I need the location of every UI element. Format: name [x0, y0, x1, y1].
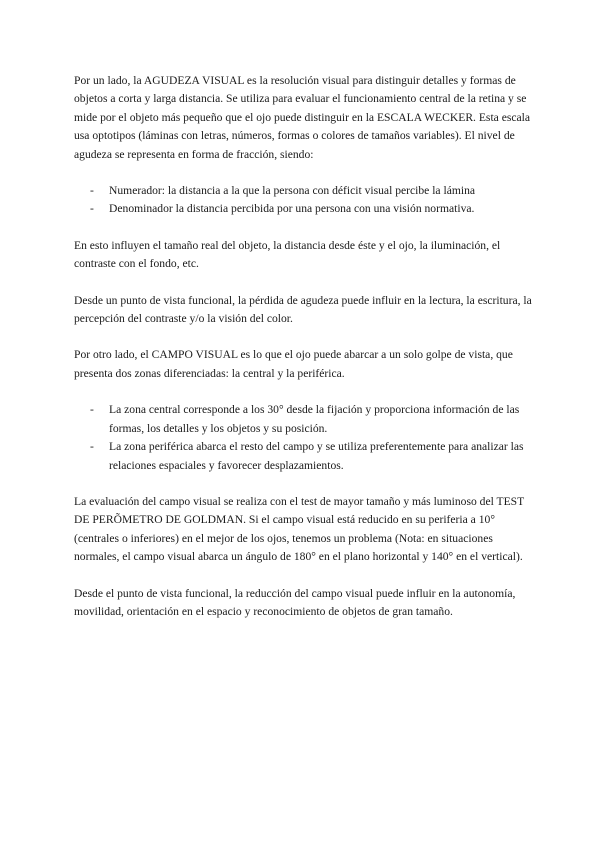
list-item-text: Numerador: la distancia a la que la persona con déficit visual percibe la lámina	[109, 184, 476, 198]
list-item-numerador	[74, 182, 534, 200]
list-item-denominador	[74, 200, 534, 218]
list-item-text: La zona central corresponde a los 30° desde la fijación y proporciona información de las formas, los detalles y los objetos y su posición.	[109, 403, 520, 435]
dash-bullet: -	[90, 184, 94, 198]
paragraph-campo-visual: Por otro lado, el CAMPO VISUAL es lo que el ojo puede abarcar a un solo golpe de vista, que presenta dos zonas diferenciadas: la central y la periférica.	[74, 348, 513, 380]
paragraph-reduccion-campo: Desde el punto de vista funcional, la reducción del campo visual puede influir en la autonomía, movilidad, orientación en el espacio y reconocimiento de objetos de gran tamaño.	[74, 586, 516, 618]
paragraph-evaluacion-campo: La evaluación del campo visual se realiza con el test de mayor tamaño y más luminoso del TEST DE PERÕMETRO DE GOLDMAN. Si el campo visual está reducido en su periferia a 10° (centrales o inferiores) en el mejor de los ojos, tenemos un problema (Nota: en situaciones normales, el campo visual abarca un ángulo de 180° en el plano horizontal y 140° en el vertical).	[74, 494, 524, 564]
list-item-text: La zona periférica abarca el resto del campo y se utiliza preferentemente para analizar las relaciones espaciales y favorecer desplazamientos.	[109, 440, 524, 472]
document-page	[74, 72, 534, 639]
fraction-list	[74, 182, 534, 219]
dash-bullet: -	[90, 202, 94, 216]
paragraph-influencias: En esto influyen el tamaño real del objeto, la distancia desde éste y el ojo, la iluminación, el contraste con el fondo, etc.	[74, 238, 501, 271]
paragraph-agudeza-visual: Por un lado, la AGUDEZA VISUAL es la resolución visual para distinguir detalles y formas de objetos a corta y larga distancia. Se utiliza para evaluar el funcionamiento central de la retina y se mide por el objeto más pequeño que el ojo puede distinguir en la ESCALA WECKER. Esta escala usa optotipos (láminas con letras, números, formas o colores de tamaños variables). El nivel de agudeza se representa en forma de fracción, siendo:	[74, 74, 531, 161]
list-item-text: Denominador la distancia percibida por una persona con una visión normativa.	[109, 202, 475, 216]
dash-bullet: -	[90, 403, 94, 417]
dash-bullet: -	[90, 440, 94, 454]
list-item-zona-central	[74, 401, 534, 438]
paragraph-perdida-agudeza: Desde un punto de vista funcional, la pérdida de agudeza puede influir en la lectura, la escritura, la percepción del contraste y/o la visión del color.	[74, 293, 532, 326]
zones-list	[74, 401, 534, 475]
list-item-zona-periferica	[74, 438, 534, 475]
